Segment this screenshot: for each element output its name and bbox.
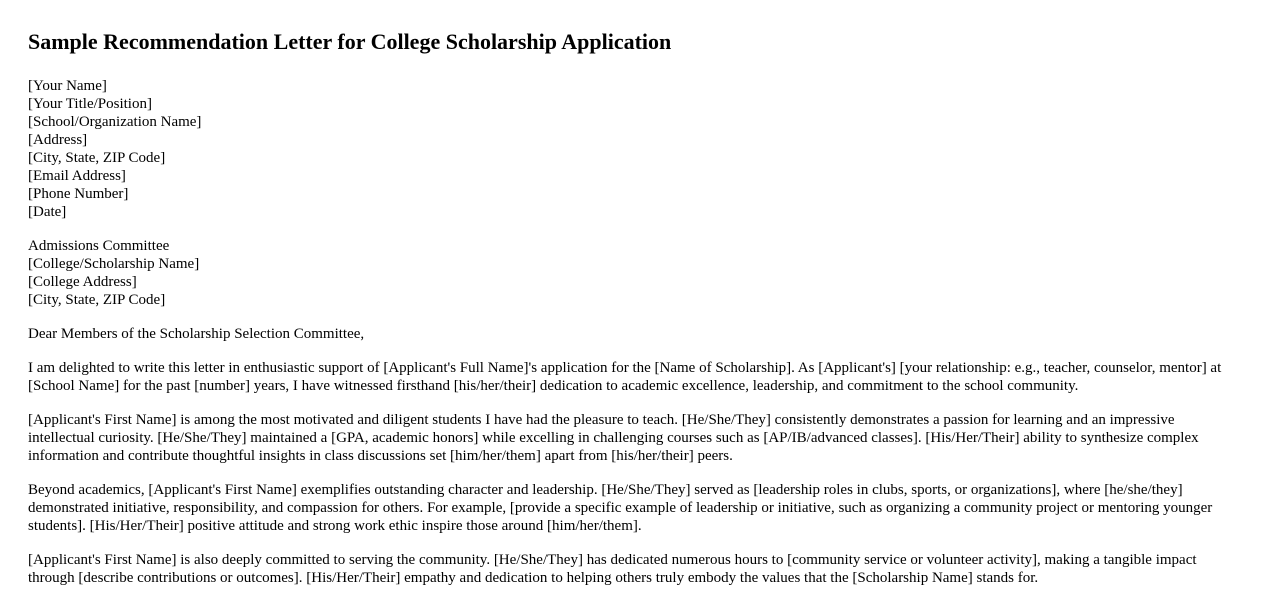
recipient-city-state-zip: [City, State, ZIP Code] bbox=[28, 292, 166, 308]
paragraph-leadership: Beyond academics, [Applicant's First Name] exemplifies outstanding character and leadership. [He/She/They] served as [leadership roles in clubs, sports, or organizations], where [he/she/they] demonstrated initiative, responsibility, and compassion for others. For example, [provide a specific example of leadership or initiative, such as organizing a community project or mentoring younger students]. [His/Her/Their] positive attitude and strong work ethic inspire those around [him/her/them]. bbox=[28, 482, 1213, 534]
sender-address-block bbox=[28, 77, 1250, 221]
letter-date: [Date] bbox=[28, 204, 67, 220]
paragraph-community-service: [Applicant's First Name] is also deeply committed to serving the community. [He/She/They] has dedicated numerous hours to [community service or volunteer activity], making a tangible impact through [describe contributions or outcomes]. [His/Her/Their] empathy and dedication to helping others truly embody the values that the [Scholarship Name] stands for. bbox=[28, 552, 1197, 586]
sender-title: [Your Title/Position] bbox=[28, 96, 152, 112]
sender-address: [Address] bbox=[28, 132, 88, 148]
recipient-name: Admissions Committee bbox=[28, 238, 170, 254]
recipient-institution: [College/Scholarship Name] bbox=[28, 256, 200, 272]
sender-organization: [School/Organization Name] bbox=[28, 114, 202, 130]
sender-email: [Email Address] bbox=[28, 168, 126, 184]
sender-phone: [Phone Number] bbox=[28, 186, 129, 202]
recipient-address-block bbox=[28, 237, 1250, 309]
page-title: Sample Recommendation Letter for College Scholarship Application bbox=[28, 29, 672, 54]
salutation: Dear Members of the Scholarship Selection Committee, bbox=[28, 326, 365, 342]
sender-city-state-zip: [City, State, ZIP Code] bbox=[28, 150, 166, 166]
paragraph-academics: [Applicant's First Name] is among the most motivated and diligent students I have had the pleasure to teach. [He/She/They] consistently demonstrates a passion for learning and an impressive intellectual curiosity. [He/She/They] maintained a [GPA, academic honors] while excelling in challenging courses such as [AP/IB/advanced classes]. [His/Her/Their] ability to synthesize complex information and contribute thoughtful insights in class discussions set [him/her/them] apart from [his/her/their] peers. bbox=[28, 412, 1199, 464]
recipient-address: [College Address] bbox=[28, 274, 137, 290]
paragraph-introduction: I am delighted to write this letter in enthusiastic support of [Applicant's Full Name]'s application for the [Name of Scholarship]. As [Applicant's] [your relationship: e.g., teacher, counselor, mentor] at [School Name] for the past [number] years, I have witnessed firsthand [his/her/their] dedication to academic excellence, leadership, and commitment to the school community. bbox=[28, 360, 1222, 394]
sender-name: [Your Name] bbox=[28, 78, 107, 94]
